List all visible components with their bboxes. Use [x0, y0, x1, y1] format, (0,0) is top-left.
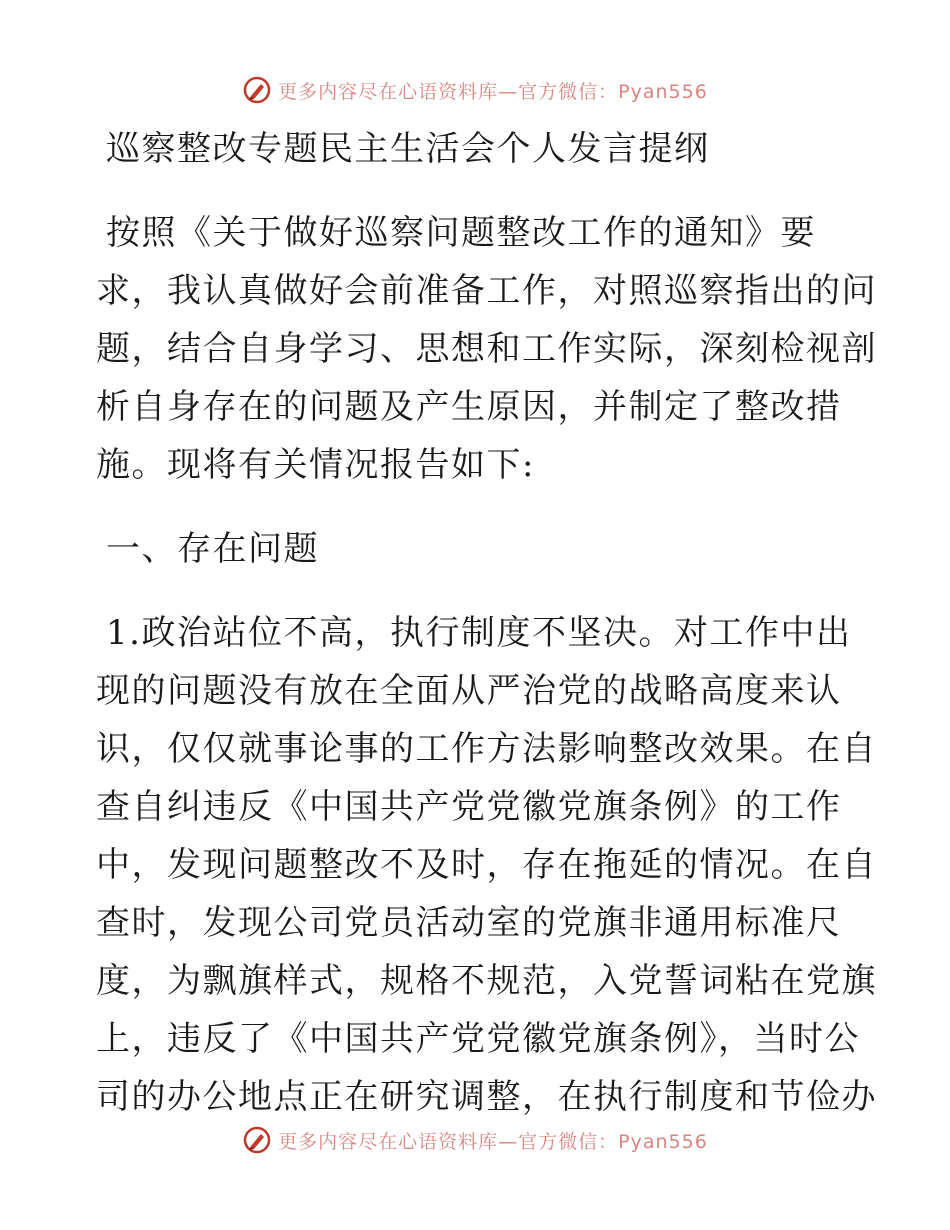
- text-line: 司的办公地点正在研究调整，在执行制度和节俭办: [96, 1077, 877, 1117]
- text-line: 查时，发现公司党员活动室的党旗非通用标准尺: [96, 903, 842, 943]
- section-heading: [96, 520, 856, 578]
- text-line: 现的问题没有放在全面从严治党的战略高度来认: [96, 671, 842, 711]
- text-line: 识，仅仅就事论事的工作方法影响整改效果。在自: [96, 729, 877, 769]
- watermark-text: 更多内容尽在心语资料库—官方微信：Pyan556: [278, 1130, 708, 1153]
- text-line: 题，结合自身学习、思想和工作实际，深刻检视剖: [96, 329, 877, 369]
- text-line: 中，发现问题整改不及时，存在拖延的情况。在自: [96, 845, 877, 885]
- pen-logo-icon: [242, 1125, 272, 1155]
- text-line: 1.政治站位不高，执行制度不坚决。对工作中出: [106, 613, 852, 653]
- watermark-text: 更多内容尽在心语资料库—官方微信：Pyan556: [278, 80, 708, 103]
- text-line: 度，为飘旗样式，规格不规范，入党誓词粘在党旗: [96, 961, 877, 1001]
- text-line: 按照《关于做好巡察问题整改工作的通知》要: [106, 213, 816, 253]
- pen-logo-icon: [242, 75, 272, 105]
- item-1-paragraph: [96, 604, 877, 1126]
- intro-paragraph: [96, 204, 877, 494]
- text-line: 施。现将有关情况报告如下:: [96, 445, 535, 485]
- document-body: [96, 120, 877, 1126]
- text-line: 析自身存在的问题及产生原因，并制定了整改措: [96, 387, 842, 427]
- watermark-footer: [0, 1120, 950, 1160]
- document-title: 巡察整改专题民主生活会个人发言提纲: [106, 129, 710, 169]
- text-line: 求，我认真做好会前准备工作，对照巡察指出的问: [96, 271, 877, 311]
- section-heading-text: 一、存在问题: [106, 529, 319, 569]
- text-line: 查自纠违反《中国共产党党徽党旗条例》的工作: [96, 787, 842, 827]
- text-line: 上，违反了《中国共产党党徽党旗条例》，当时公: [96, 1019, 860, 1059]
- watermark-header: [0, 70, 950, 110]
